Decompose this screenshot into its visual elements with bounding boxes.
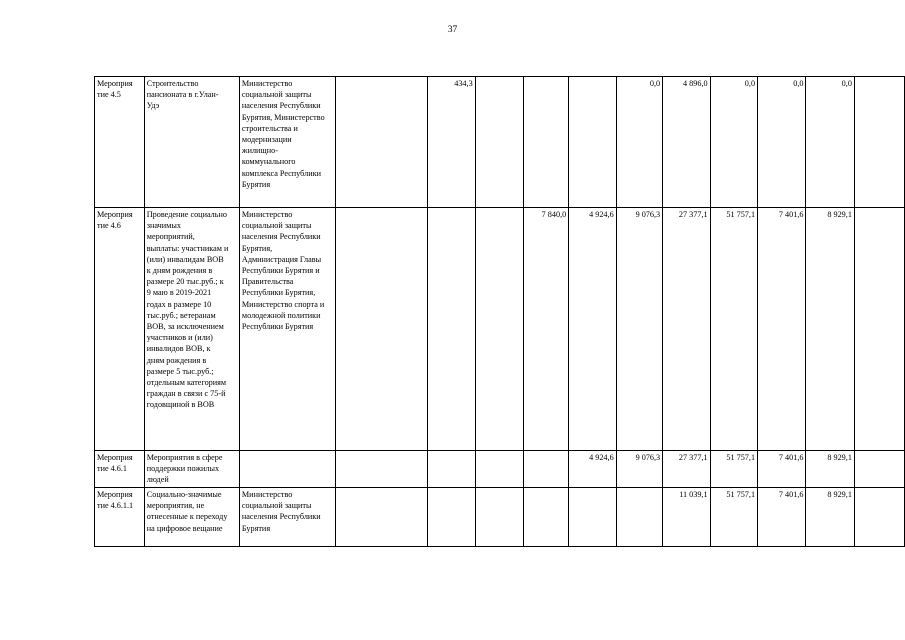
value-cell: 51 757,1 <box>710 208 757 451</box>
value-cell: 8 929,1 <box>806 208 854 451</box>
table-row <box>95 451 905 488</box>
value-cell: 4 924,6 <box>569 208 616 451</box>
value-cell <box>336 208 428 451</box>
value-cell <box>523 451 569 488</box>
page-number: 37 <box>447 25 458 35</box>
measure-id: Мероприя тие 4.5 <box>95 77 145 208</box>
value-cell <box>616 488 662 547</box>
value-cell: 9 076,3 <box>616 451 662 488</box>
measure-name: Строительство пансионата в г.Улан- Удэ <box>144 77 239 208</box>
value-cell: 51 757,1 <box>710 451 757 488</box>
value-cell: 7 401,6 <box>758 208 806 451</box>
value-cell <box>523 77 569 208</box>
measure-name: Проведение социально значимых мероприятий, выплаты: участникам и (или) инвалидам ВОВ к дням рождения в размере 20 тыс.руб.; к 9 маю в 2019-2021 годах в размере 10 тыс.руб.; ветеранам ВОВ, за исключением участников и (или) инвалидов ВОВ, к дням рождения в размере 5 тыс.руб.; отдельным категориям граждан в связи с 75-й годовщиной в ВОВ <box>144 208 239 451</box>
value-cell: 7 401,6 <box>758 488 806 547</box>
value-cell <box>475 77 523 208</box>
value-cell <box>854 77 904 208</box>
measure-id: Мероприя тие 4.6 <box>95 208 145 451</box>
value-cell <box>428 208 475 451</box>
value-cell <box>336 451 428 488</box>
table-row <box>95 208 905 451</box>
measure-executor: Министерство социальной защиты населения Республики Бурятия, Министерство строительства и модернизации жилищно- коммунального комплекса Республики Бурятия <box>239 77 335 208</box>
measure-name: Социально-значимые мероприятия, не отнесенные к переходу на цифровое вещание <box>144 488 239 547</box>
value-cell <box>336 488 428 547</box>
value-cell <box>475 488 523 547</box>
value-cell: 8 929,1 <box>806 488 854 547</box>
value-cell <box>854 208 904 451</box>
value-cell <box>569 488 616 547</box>
table-row <box>95 488 905 547</box>
value-cell: 0,0 <box>806 77 854 208</box>
value-cell: 7 840,0 <box>523 208 569 451</box>
measure-name: Мероприятия в сфере поддержки пожилых людей <box>144 451 239 488</box>
value-cell <box>475 208 523 451</box>
value-cell <box>336 77 428 208</box>
measure-executor: Министерство социальной защиты населения Республики Бурятия <box>239 488 335 547</box>
value-cell <box>475 451 523 488</box>
value-cell <box>523 488 569 547</box>
table-row <box>95 77 905 208</box>
measure-id: Мероприя тие 4.6.1.1 <box>95 488 145 547</box>
value-cell: 9 076,3 <box>616 208 662 451</box>
measure-executor <box>239 451 335 488</box>
value-cell: 4 924,6 <box>569 451 616 488</box>
value-cell: 27 377,1 <box>663 208 710 451</box>
measure-executor: Министерство социальной защиты населения Республики Бурятия, Администрация Главы Республики Бурятия и Правительства Республики Бурятия, Министерство спорта и молодежной политики Республики Бурятия <box>239 208 335 451</box>
value-cell: 434,3 <box>428 77 475 208</box>
value-cell <box>854 451 904 488</box>
value-cell <box>428 451 475 488</box>
value-cell: 8 929,1 <box>806 451 854 488</box>
value-cell: 51 757,1 <box>710 488 757 547</box>
value-cell: 4 896,0 <box>663 77 710 208</box>
measure-id: Мероприя тие 4.6.1 <box>95 451 145 488</box>
value-cell: 0,0 <box>616 77 662 208</box>
value-cell: 27 377,1 <box>663 451 710 488</box>
value-cell <box>854 488 904 547</box>
value-cell: 11 039,1 <box>663 488 710 547</box>
program-table <box>94 76 905 547</box>
value-cell: 0,0 <box>758 77 806 208</box>
value-cell <box>428 488 475 547</box>
value-cell <box>569 77 616 208</box>
value-cell: 0,0 <box>710 77 757 208</box>
value-cell: 7 401,6 <box>758 451 806 488</box>
